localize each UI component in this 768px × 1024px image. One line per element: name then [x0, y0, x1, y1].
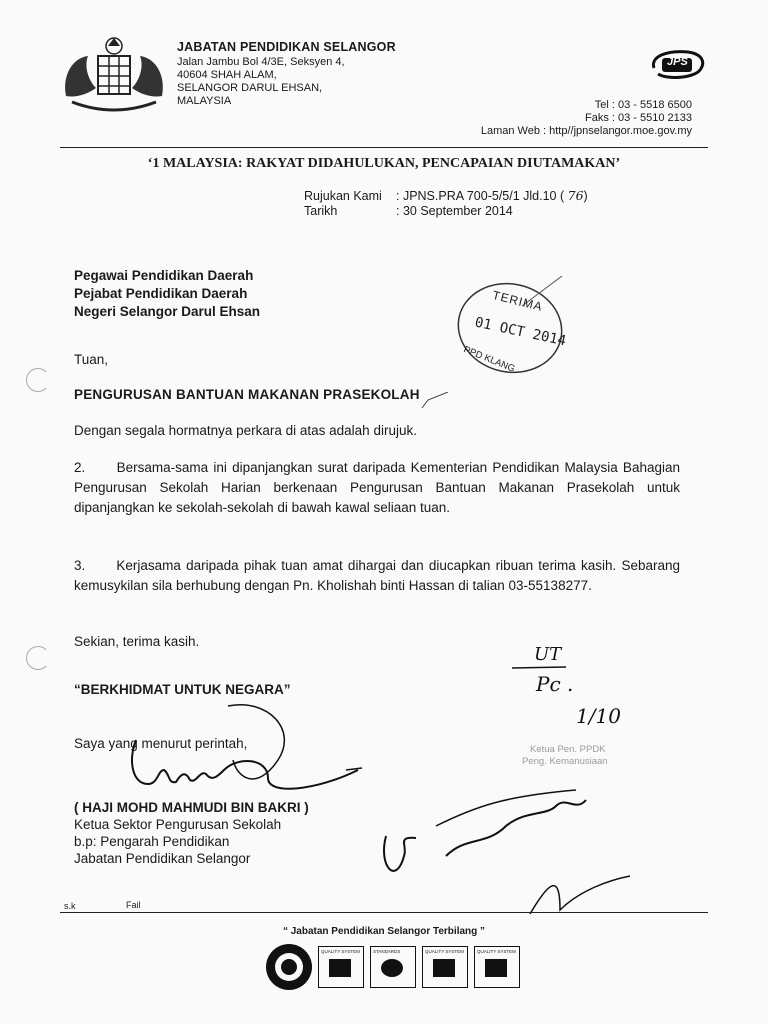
signatory-name: ( HAJI MOHD MAHMUDI BIN BAKRI )	[74, 800, 309, 815]
paragraph-3: 3. Kerjasama daripada pihak tuan amat dihargai dan diucapkan ribuan terima kasih. Sebarang kemusykilan sila berhubung dengan Pn. Kholishah binti Hassan di talian 03-55138277.	[74, 558, 684, 593]
certification-badge	[370, 946, 416, 988]
address-line: 40604 SHAH ALAM,	[177, 69, 277, 81]
cert-label: QUALITY SYSTEM	[477, 949, 516, 954]
header-divider	[60, 147, 708, 148]
footer-divider	[60, 912, 708, 913]
handwritten-note: UT	[534, 644, 562, 665]
signature	[118, 700, 378, 810]
jps-seal-logo	[264, 942, 314, 992]
date-value: : 30 September 2014	[396, 204, 513, 218]
address-line: SELANGOR DARUL EHSAN,	[177, 82, 323, 94]
subject-tick-mark	[420, 392, 450, 412]
faint-stamp-line: Peng. Kemanusiaan	[522, 756, 608, 767]
handwritten-underline	[510, 664, 570, 672]
certification-logos	[318, 946, 538, 990]
cert-label: QUALITY SYSTEM	[425, 949, 464, 954]
stamp-bottom-text: PPD KLANG	[461, 344, 517, 375]
address-line: Jalan Jambu Bol 4/3E, Seksyen 4,	[177, 56, 345, 68]
stamp-top-text: TERIMA	[491, 287, 545, 315]
signatory-title: Ketua Sektor Pengurusan Sekolah	[74, 817, 282, 832]
slogan: ‘1 MALAYSIA: RAKYAT DIDAHULUKAN, PENCAPAIAN DIUTAMAKAN’	[147, 156, 621, 171]
organization-name: JABATAN PENDIDIKAN SELANGOR	[177, 40, 396, 54]
addressee-line: Pegawai Pendidikan Daerah	[74, 268, 254, 283]
faint-stamp-line: Ketua Pen. PPDK	[530, 744, 606, 755]
date-label: Tarikh	[304, 204, 338, 218]
certification-badge	[474, 946, 520, 988]
address-line: MALAYSIA	[177, 95, 232, 107]
reference-label: Rujukan Kami	[304, 189, 382, 203]
addressee-line: Negeri Selangor Darul Ehsan	[74, 304, 261, 319]
jps-logo-text: JPS	[667, 56, 688, 68]
subject-line: PENGURUSAN BANTUAN MAKANAN PRASEKOLAH	[74, 387, 420, 402]
stamp-date: 01 OCT 2014	[473, 314, 568, 350]
certification-badge	[318, 946, 364, 988]
addressee-line: Pejabat Pendidikan Daerah	[74, 286, 248, 301]
signatory-title: b.p: Pengarah Pendidikan	[74, 834, 230, 849]
sign-off: Saya yang menurut perintah,	[74, 736, 248, 751]
reference-handwritten-number: 76	[567, 188, 584, 203]
fax: Faks : 03 - 5510 2133	[584, 112, 692, 124]
motto: “BERKHIDMAT UNTUK NEGARA”	[74, 682, 291, 697]
date-row	[304, 204, 513, 218]
jps-logo	[648, 46, 706, 82]
certification-badge	[422, 946, 468, 988]
cc-label: s.k	[64, 901, 76, 911]
punch-hole-mark	[26, 646, 50, 670]
paragraph-2: 2. Bersama-sama ini dipanjangkan surat daripada Kementerian Pendidikan Malaysia Bahagian Pengurusan Sekolah Harian berkenaan Pengurusan Bantuan Makanan Prasekolah untuk dipanjangkan ke sekolah-sekolah di bawah kawal seliaan tuan.	[74, 460, 684, 515]
handwritten-note: 1/10	[576, 704, 621, 728]
closing-line: Sekian, terima kasih.	[74, 634, 200, 649]
telephone: Tel : 03 - 5518 6500	[594, 99, 692, 111]
cert-label: STANDARDS	[373, 949, 401, 954]
cert-label: QUALITY SYSTEM	[321, 949, 360, 954]
footer-motto: “ Jabatan Pendidikan Selangor Terbilang ”	[282, 926, 486, 937]
reference-row	[304, 188, 588, 203]
handwritten-note: Pc .	[536, 672, 574, 696]
reference-close: )	[583, 189, 588, 203]
opening-line: Dengan segala hormatnya perkara di atas adalah dirujuk.	[74, 423, 417, 438]
salutation: Tuan,	[74, 352, 109, 367]
punch-hole-mark	[26, 368, 50, 392]
reference-value: : JPNS.PRA 700-5/5/1 Jld.10 (	[396, 189, 565, 203]
website: Laman Web : http//jpnselangor.moe.gov.my	[480, 125, 692, 137]
malaysia-coat-of-arms-logo	[58, 36, 170, 114]
signatory-title: Jabatan Pendidikan Selangor	[74, 851, 251, 866]
cc-file: Fail	[126, 900, 141, 910]
